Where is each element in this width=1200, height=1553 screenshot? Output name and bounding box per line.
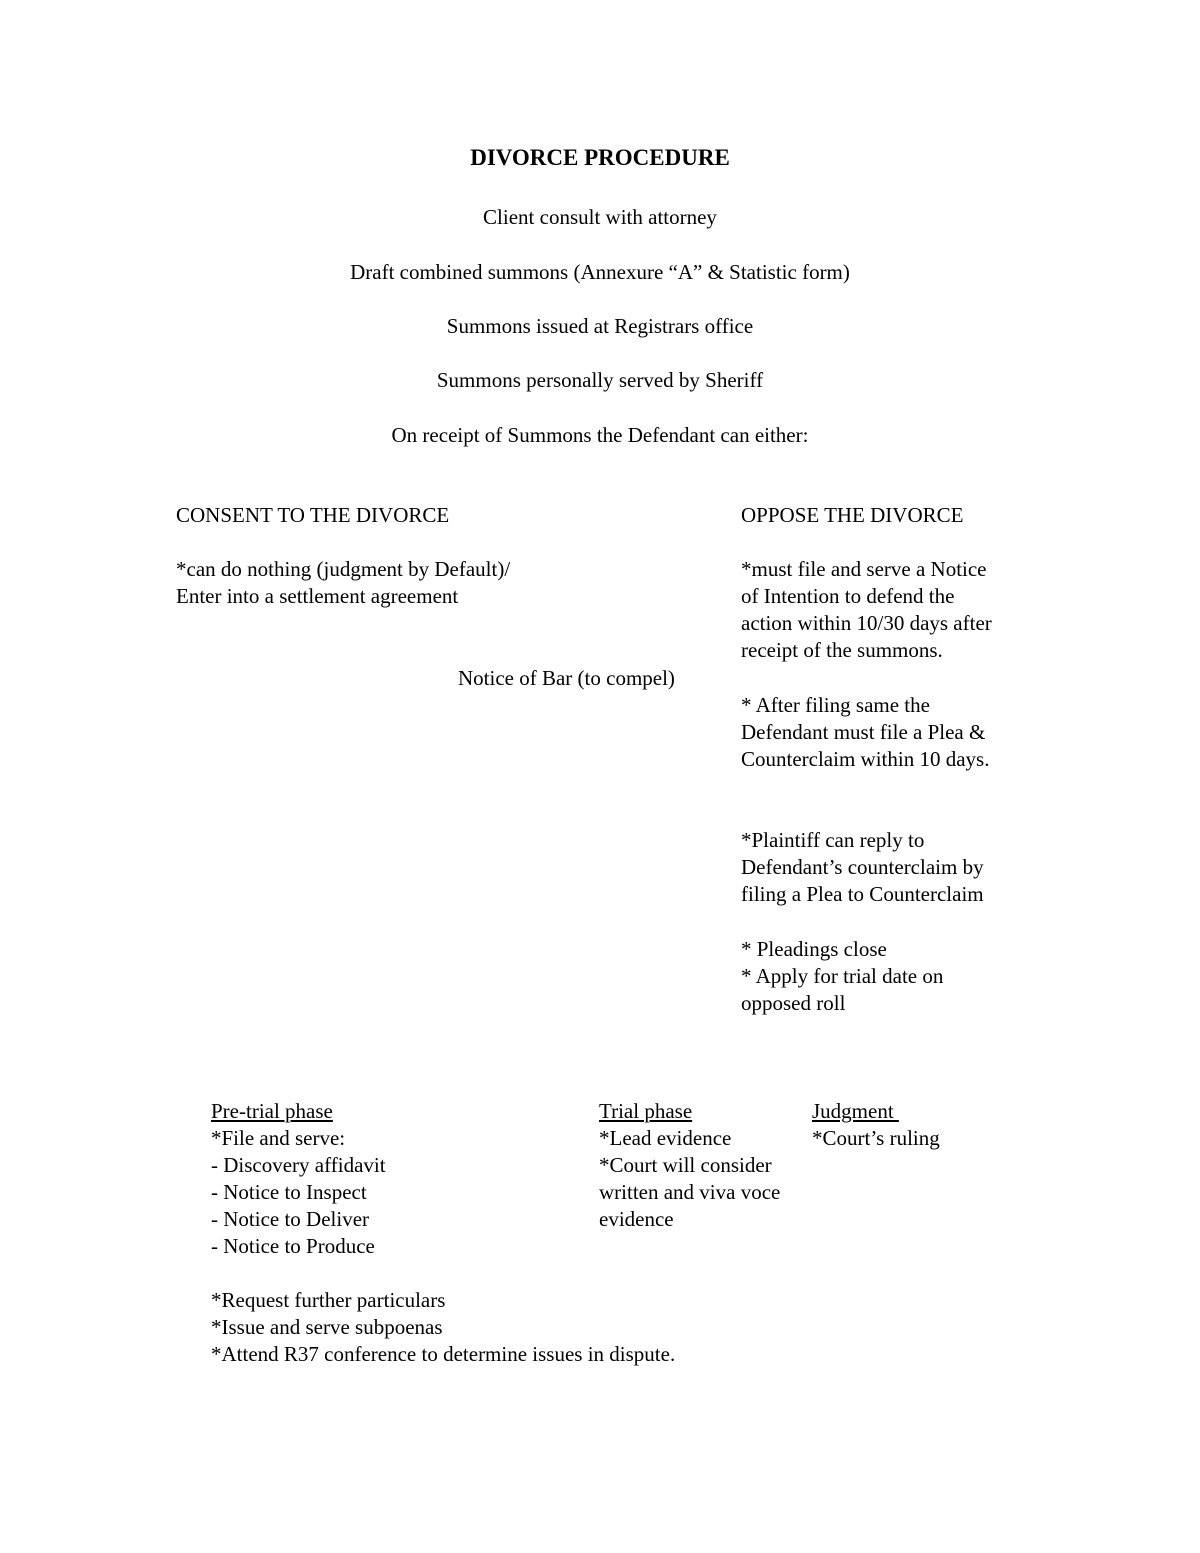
oppose-line: Defendant’s counterclaim by bbox=[741, 855, 984, 879]
oppose-line: filing a Plea to Counterclaim bbox=[741, 882, 984, 906]
pretrial-line: - Notice to Deliver bbox=[211, 1207, 370, 1231]
pretrial-line: - Notice to Inspect bbox=[211, 1180, 367, 1204]
trial-line: written and viva voce bbox=[599, 1180, 781, 1204]
pretrial-line: - Discovery affidavit bbox=[211, 1153, 386, 1177]
oppose-line: * After filing same the bbox=[741, 693, 930, 717]
oppose-line: action within 10/30 days after bbox=[741, 611, 992, 635]
consent-line: *can do nothing (judgment by Default)/ bbox=[176, 557, 511, 581]
pretrial-line: - Notice to Produce bbox=[211, 1234, 375, 1258]
consent-line: Enter into a settlement agreement bbox=[176, 584, 459, 608]
oppose-line: *Plaintiff can reply to bbox=[741, 828, 925, 852]
oppose-line: receipt of the summons. bbox=[741, 638, 943, 662]
oppose-paragraph-3 bbox=[741, 827, 984, 908]
consent-details bbox=[176, 556, 510, 610]
pretrial-line: *Attend R37 conference to determine issues in dispute. bbox=[211, 1342, 676, 1366]
oppose-line: *must file and serve a Notice bbox=[741, 557, 987, 581]
document-title: DIVORCE PROCEDURE bbox=[470, 145, 730, 170]
step-summons-served: Summons personally served by Sheriff bbox=[436, 368, 764, 392]
notice-of-bar: Notice of Bar (to compel) bbox=[458, 666, 675, 690]
trial-line: evidence bbox=[599, 1207, 674, 1231]
consent-heading: CONSENT TO THE DIVORCE bbox=[176, 503, 450, 527]
oppose-paragraph-4 bbox=[741, 936, 943, 1017]
judgment-heading: Judgment bbox=[812, 1099, 899, 1123]
oppose-line: Counterclaim within 10 days. bbox=[741, 747, 990, 771]
oppose-line: Defendant must file a Plea & bbox=[741, 720, 986, 744]
oppose-paragraph-2 bbox=[741, 692, 989, 773]
trial-section bbox=[599, 1098, 780, 1233]
judgment-section bbox=[812, 1098, 940, 1152]
trial-heading: Trial phase bbox=[599, 1099, 693, 1123]
trial-line: *Court will consider bbox=[599, 1153, 772, 1177]
pretrial-line: *File and serve: bbox=[211, 1126, 346, 1150]
pretrial-line: *Issue and serve subpoenas bbox=[211, 1315, 443, 1339]
step-draft-summons: Draft combined summons (Annexure “A” & Statistic form) bbox=[350, 260, 850, 284]
pretrial-additional bbox=[211, 1287, 675, 1368]
step-defendant-options: On receipt of Summons the Defendant can either: bbox=[391, 423, 809, 447]
pretrial-line: *Request further particulars bbox=[211, 1288, 446, 1312]
oppose-line: * Apply for trial date on bbox=[741, 964, 944, 988]
step-summons-issued: Summons issued at Registrars office bbox=[446, 314, 754, 338]
oppose-line: opposed roll bbox=[741, 991, 846, 1015]
judgment-line: *Court’s ruling bbox=[812, 1126, 940, 1150]
oppose-paragraph-1 bbox=[741, 556, 992, 664]
pretrial-heading: Pre-trial phase bbox=[211, 1099, 333, 1123]
oppose-heading: OPPOSE THE DIVORCE bbox=[741, 503, 964, 527]
oppose-line: of Intention to defend the bbox=[741, 584, 955, 608]
trial-line: *Lead evidence bbox=[599, 1126, 732, 1150]
pretrial-section bbox=[211, 1098, 386, 1260]
oppose-line: * Pleadings close bbox=[741, 937, 887, 961]
step-client-consult: Client consult with attorney bbox=[483, 205, 717, 229]
